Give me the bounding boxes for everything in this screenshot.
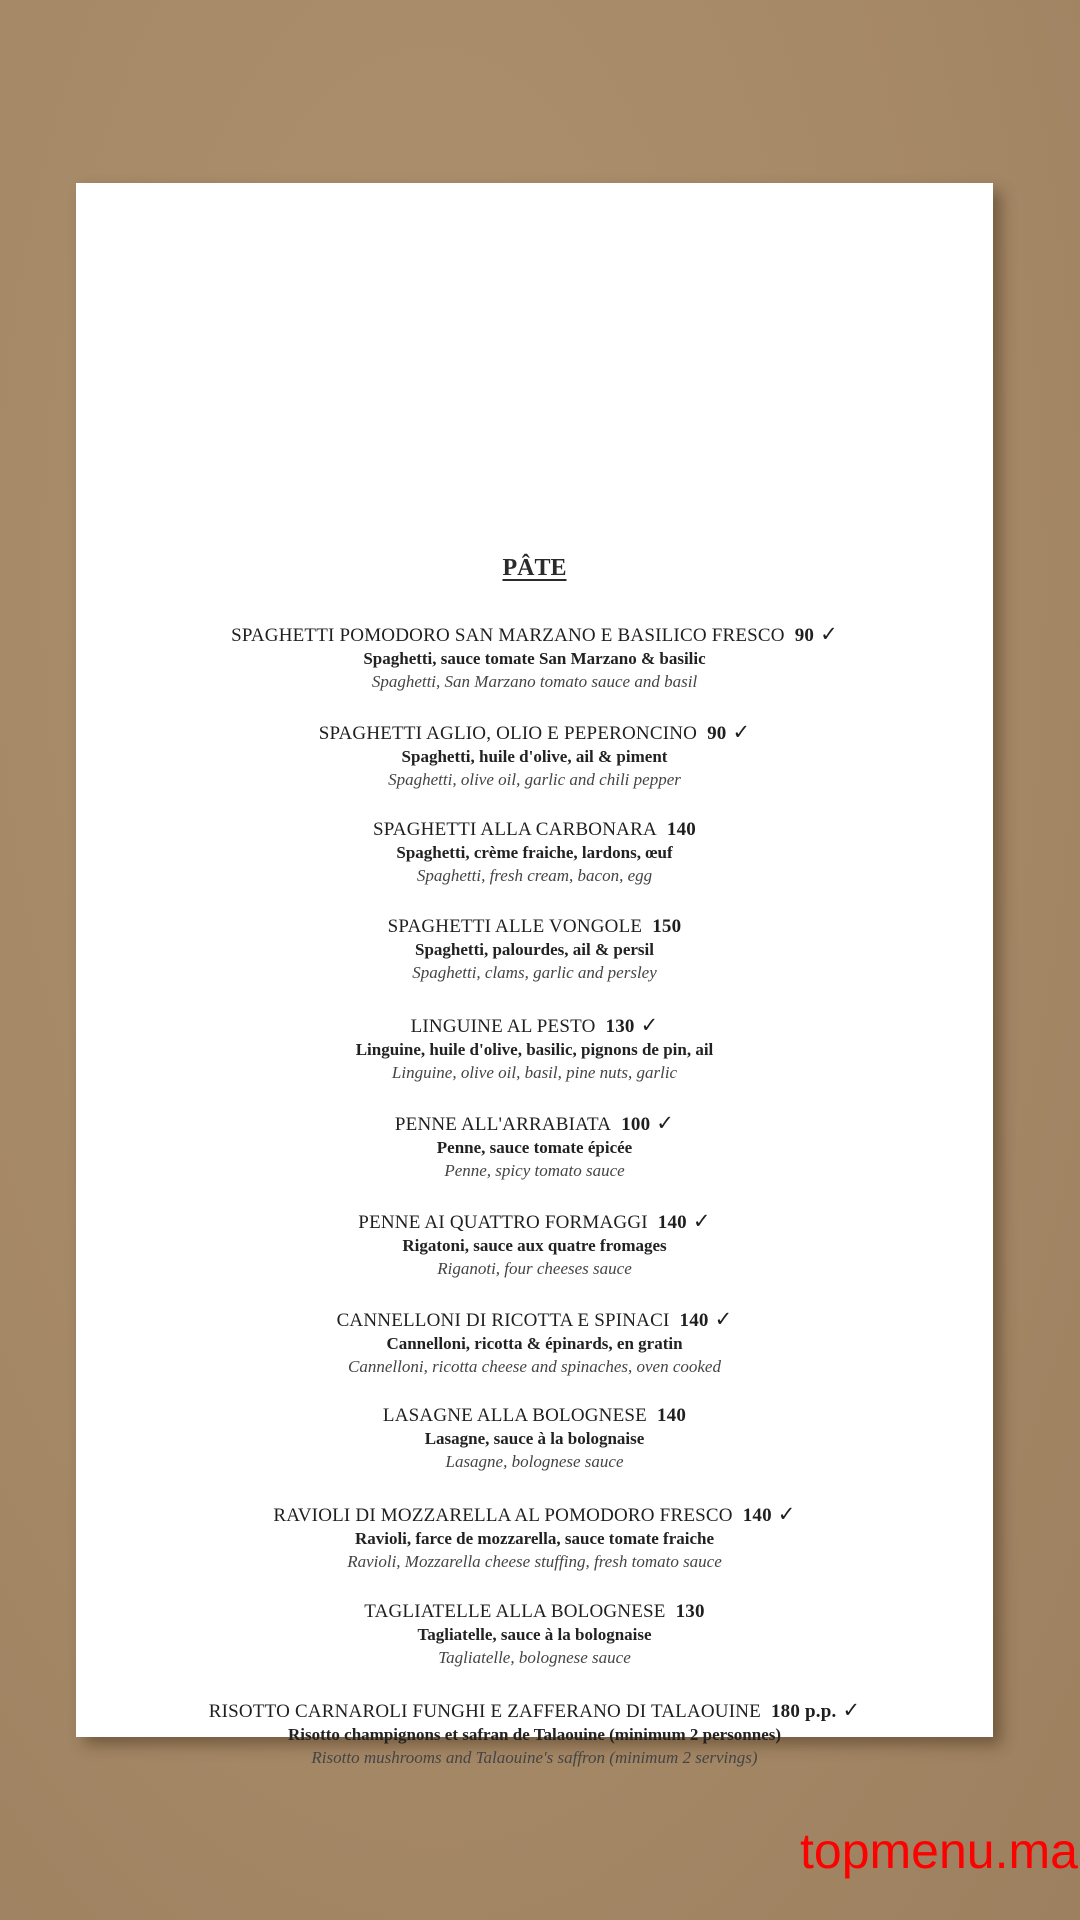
item-description-fr: Spaghetti, huile d'olive, ail & piment <box>401 746 668 766</box>
item-name: LASAGNE ALLA BOLOGNESE <box>382 1405 647 1427</box>
item-description-fr: Penne, sauce tomate épicée <box>436 1137 633 1157</box>
item-description-en: Riganoti, four cheeses sauce <box>437 1258 632 1278</box>
item-price: 150 <box>652 916 682 938</box>
item-name: RAVIOLI DI MOZZARELLA AL POMODORO FRESCO <box>273 1505 733 1527</box>
menu-item <box>76 818 993 916</box>
item-price: 140 <box>742 1505 772 1527</box>
watermark: topmenu.ma <box>800 1823 1078 1879</box>
item-description-fr: Spaghetti, palourdes, ail & persil <box>415 940 654 960</box>
item-price: 130 <box>675 1600 705 1622</box>
item-name-line <box>76 1698 993 1724</box>
item-price: 130 <box>605 1016 635 1038</box>
item-description-en: Linguine, olive oil, basil, pine nuts, garlic <box>391 1063 678 1083</box>
item-description-fr: Spaghetti, crème fraiche, lardons, œuf <box>396 842 673 862</box>
check-icon: ✓ <box>820 622 838 646</box>
item-price: 180 p.p. <box>770 1700 837 1722</box>
item-description-en: Tagliatelle, bolognese sauce <box>438 1647 631 1667</box>
item-price: 140 <box>656 1405 687 1427</box>
item-description-fr: Spaghetti, sauce tomate San Marzano & basilic <box>363 649 706 668</box>
menu-item <box>76 1404 993 1502</box>
section-title: PÂTE <box>502 555 567 581</box>
item-name: PENNE ALL'ARRABIATA <box>394 1113 612 1135</box>
menu-item <box>76 1698 993 1796</box>
item-description-en: Penne, spicy tomato sauce <box>444 1160 625 1180</box>
check-icon: ✓ <box>732 719 751 744</box>
item-name: CANNELLONI DI RICOTTA E SPINACI <box>336 1309 670 1331</box>
item-name-line <box>76 622 993 648</box>
item-name-line <box>76 1013 993 1039</box>
item-description-en: Spaghetti, San Marzano tomato sauce and basil <box>371 672 698 691</box>
item-price: 140 <box>666 818 696 840</box>
item-price: 100 <box>621 1113 651 1135</box>
item-name-line <box>76 1600 993 1624</box>
item-name: SPAGHETTI POMODORO SAN MARZANO E BASILICO FRESCO <box>231 625 785 646</box>
menu-page <box>76 183 993 1767</box>
check-icon: ✓ <box>692 1208 711 1233</box>
menu-item <box>76 1307 993 1405</box>
menu-item <box>76 1013 993 1111</box>
check-icon: ✓ <box>714 1306 733 1331</box>
menu-item <box>76 1600 993 1698</box>
item-description-en: Cannelloni, ricotta cheese and spinaches, oven cooked <box>348 1356 721 1376</box>
check-icon: ✓ <box>656 1110 675 1135</box>
item-name: SPAGHETTI AGLIO, OLIO E PEPERONCINO <box>318 722 698 744</box>
item-name-line <box>76 1307 993 1333</box>
check-icon: ✓ <box>640 1013 659 1038</box>
item-description-en: Risotto mushrooms and Talaouine's saffron (minimum 2 servings) <box>311 1747 758 1767</box>
item-description-fr: Risotto champignons et safran de Talaouine (minimum 2 personnes) <box>287 1724 782 1744</box>
menu-item <box>76 1111 993 1209</box>
menu-items-list <box>76 622 993 1796</box>
item-description-fr: Cannelloni, ricotta & épinards, en gratin <box>386 1333 683 1353</box>
menu-item <box>76 622 993 720</box>
menu-item <box>76 1209 993 1307</box>
item-name-line <box>76 1209 993 1235</box>
item-name-line <box>76 818 993 842</box>
item-price: 140 <box>657 1211 687 1233</box>
item-name-line <box>76 915 993 939</box>
item-name: SPAGHETTI ALLA CARBONARA <box>373 818 657 840</box>
item-name: SPAGHETTI ALLE VONGOLE <box>387 916 643 938</box>
item-price: 140 <box>679 1309 709 1331</box>
item-price: 90 <box>794 625 815 646</box>
menu-item <box>76 1502 993 1600</box>
item-description-en: Spaghetti, clams, garlic and persley <box>412 963 657 983</box>
item-description-en: Spaghetti, fresh cream, bacon, egg <box>416 865 653 885</box>
item-description-fr: Lasagne, sauce à la bolognaise <box>424 1429 645 1449</box>
menu-item <box>76 720 993 818</box>
check-icon: ✓ <box>777 1502 796 1527</box>
item-name: RISOTTO CARNAROLI FUNGHI E ZAFFERANO DI TALAOUINE <box>208 1700 761 1722</box>
item-name-line <box>76 1111 993 1137</box>
item-description-fr: Tagliatelle, sauce à la bolognaise <box>417 1624 652 1644</box>
item-description-en: Ravioli, Mozzarella cheese stuffing, fresh tomato sauce <box>347 1552 722 1572</box>
item-name-line <box>76 1502 993 1528</box>
item-name-line <box>76 1404 993 1428</box>
item-name: TAGLIATELLE ALLA BOLOGNESE <box>364 1600 666 1622</box>
item-name: LINGUINE AL PESTO <box>410 1016 596 1038</box>
item-description-en: Lasagne, bolognese sauce <box>445 1452 624 1472</box>
item-description-fr: Linguine, huile d'olive, basilic, pignons de pin, ail <box>355 1040 714 1060</box>
menu-item <box>76 915 993 1013</box>
item-description-fr: Rigatoni, sauce aux quatre fromages <box>402 1235 667 1255</box>
check-icon: ✓ <box>842 1697 861 1722</box>
item-description-en: Spaghetti, olive oil, garlic and chili pepper <box>388 769 681 789</box>
item-description-fr: Ravioli, farce de mozzarella, sauce tomate fraiche <box>354 1529 715 1549</box>
item-name: PENNE AI QUATTRO FORMAGGI <box>358 1211 648 1233</box>
item-price: 90 <box>707 722 727 744</box>
item-name-line <box>76 720 993 746</box>
